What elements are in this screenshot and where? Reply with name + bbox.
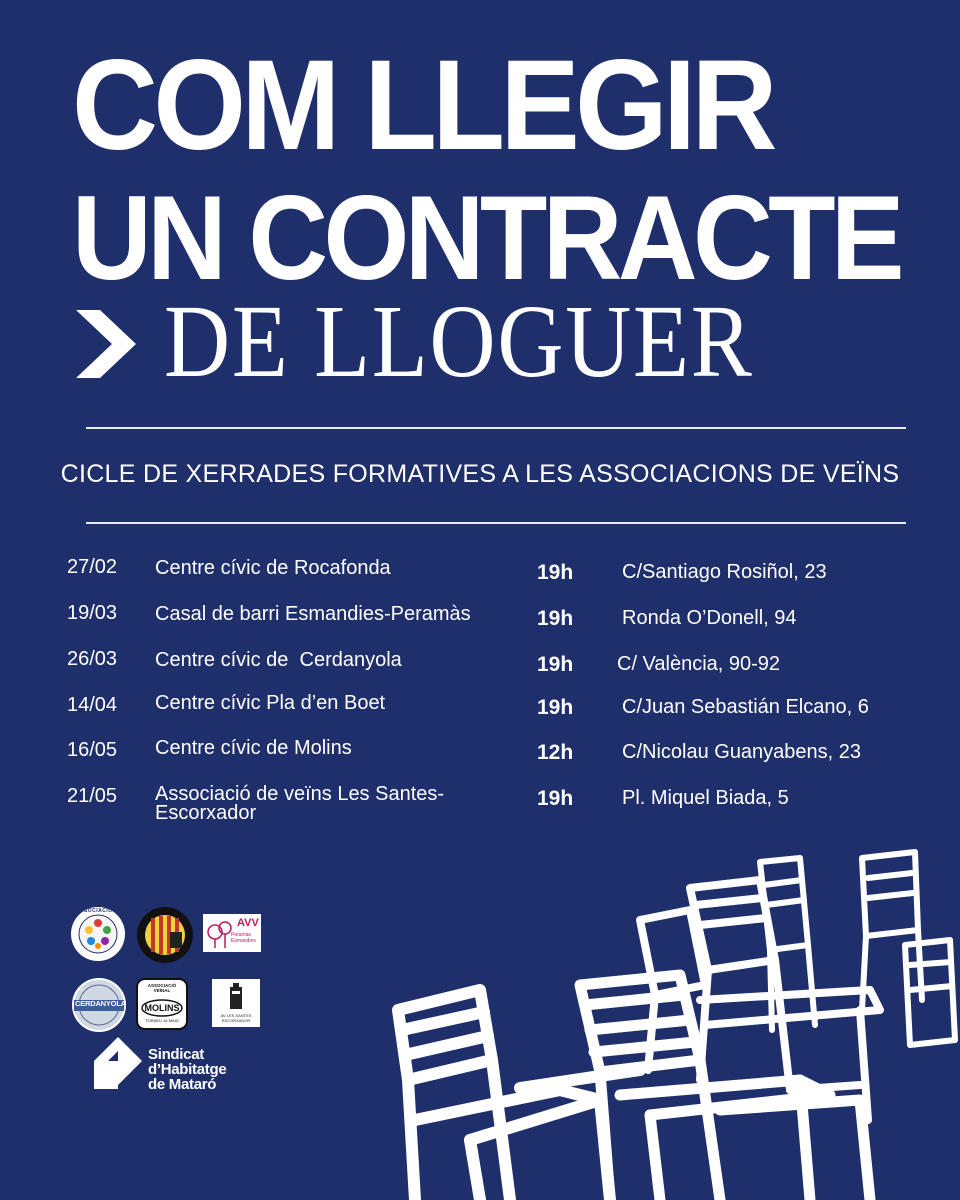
pla-den-boet-logo-icon xyxy=(136,906,194,964)
schedule-date: 21/05 xyxy=(67,785,118,807)
cerdanyola-logo-text: CERDANYOLA xyxy=(75,999,126,1008)
chevron-right-icon xyxy=(72,304,142,384)
schedule-time: 12h xyxy=(537,741,574,764)
schedule-address: C/Santiago Rosiñol, 23 xyxy=(622,561,827,583)
schedule-time: 19h xyxy=(537,561,574,584)
schedule-row xyxy=(0,554,960,594)
schedule-date: 26/03 xyxy=(67,648,118,670)
molins-logo-top: ASSOCIACIÓ VEÏNAL xyxy=(147,983,177,993)
esmandies-logo-subtext: Peramàs Esmandies xyxy=(231,932,256,944)
schedule-date: 16/05 xyxy=(67,739,118,761)
rocafonda-logo-text: ASSOCIACIÓ VEÏNAL xyxy=(76,908,136,914)
schedule-date: 27/02 xyxy=(67,556,118,578)
schedule-venue: Centre cívic Pla d’en Boet xyxy=(155,692,386,714)
molins-logo-main: MOLINS xyxy=(144,1003,180,1013)
subtitle: CICLE DE XERRADES FORMATIVES A LES ASSOCIACIONS DE VEÏNS xyxy=(60,460,900,488)
sindicat-house-icon xyxy=(92,1035,144,1091)
schedule-address: C/Juan Sebastián Elcano, 6 xyxy=(622,696,869,718)
schedule-row xyxy=(0,646,960,686)
schedule-venue: Casal de barri Esmandies-Peramàs xyxy=(155,603,471,625)
logo-pla-den-boet xyxy=(136,906,194,964)
schedule-time: 19h xyxy=(537,696,574,719)
schedule-address: Pl. Miquel Biada, 5 xyxy=(622,787,789,809)
schedule-row xyxy=(0,600,960,640)
les-santes-logo-text: AV LES SANTES ESCORXADOR xyxy=(220,1013,252,1023)
rocafonda-logo-icon xyxy=(70,906,126,962)
organizer-name: Sindicat d’Habitatge de Mataró xyxy=(148,1046,227,1093)
schedule-venue: Centre cívic de Cerdanyola xyxy=(155,649,402,671)
schedule-venue: Associació de veïns Les Santes-Escorxador xyxy=(155,783,445,824)
schedule-time: 19h xyxy=(537,787,574,810)
headline-line-1: COM LLEGIR xyxy=(72,34,773,177)
schedule-address: C/ València, 90-92 xyxy=(617,653,781,675)
organizer-logo xyxy=(92,1035,292,1095)
logo-les-santes xyxy=(212,979,260,1027)
headline-line-3-row xyxy=(72,284,932,399)
schedule-time: 19h xyxy=(537,607,574,630)
schedule-address: Ronda O’Donell, 94 xyxy=(622,607,797,629)
molins-logo-sub: TORNEU 15 MAIG xyxy=(145,1018,179,1023)
schedule-row xyxy=(0,692,960,732)
logo-cerdanyola xyxy=(72,978,126,1032)
headline-line-2: UN CONTRACTE xyxy=(72,171,900,305)
schedule-date: 19/03 xyxy=(67,602,118,624)
schedule-address: C/Nicolau Guanyabens, 23 xyxy=(622,741,862,763)
logo-molins xyxy=(136,978,188,1030)
esmandies-logo-text: AVV xyxy=(237,917,259,929)
schedule-date: 14/04 xyxy=(67,694,118,716)
schedule-venue: Centre cívic de Rocafonda xyxy=(155,557,391,579)
divider-top xyxy=(86,427,906,429)
schedule-time: 19h xyxy=(537,653,574,676)
schedule-venue: Centre cívic de Molins xyxy=(155,737,352,759)
schedule-row xyxy=(0,737,960,777)
schedule-row xyxy=(0,783,960,843)
divider-bottom xyxy=(86,522,906,524)
headline-line-3: DE LLOGUER xyxy=(164,284,754,399)
logo-esmandies xyxy=(203,914,261,952)
logo-rocafonda xyxy=(70,906,136,962)
